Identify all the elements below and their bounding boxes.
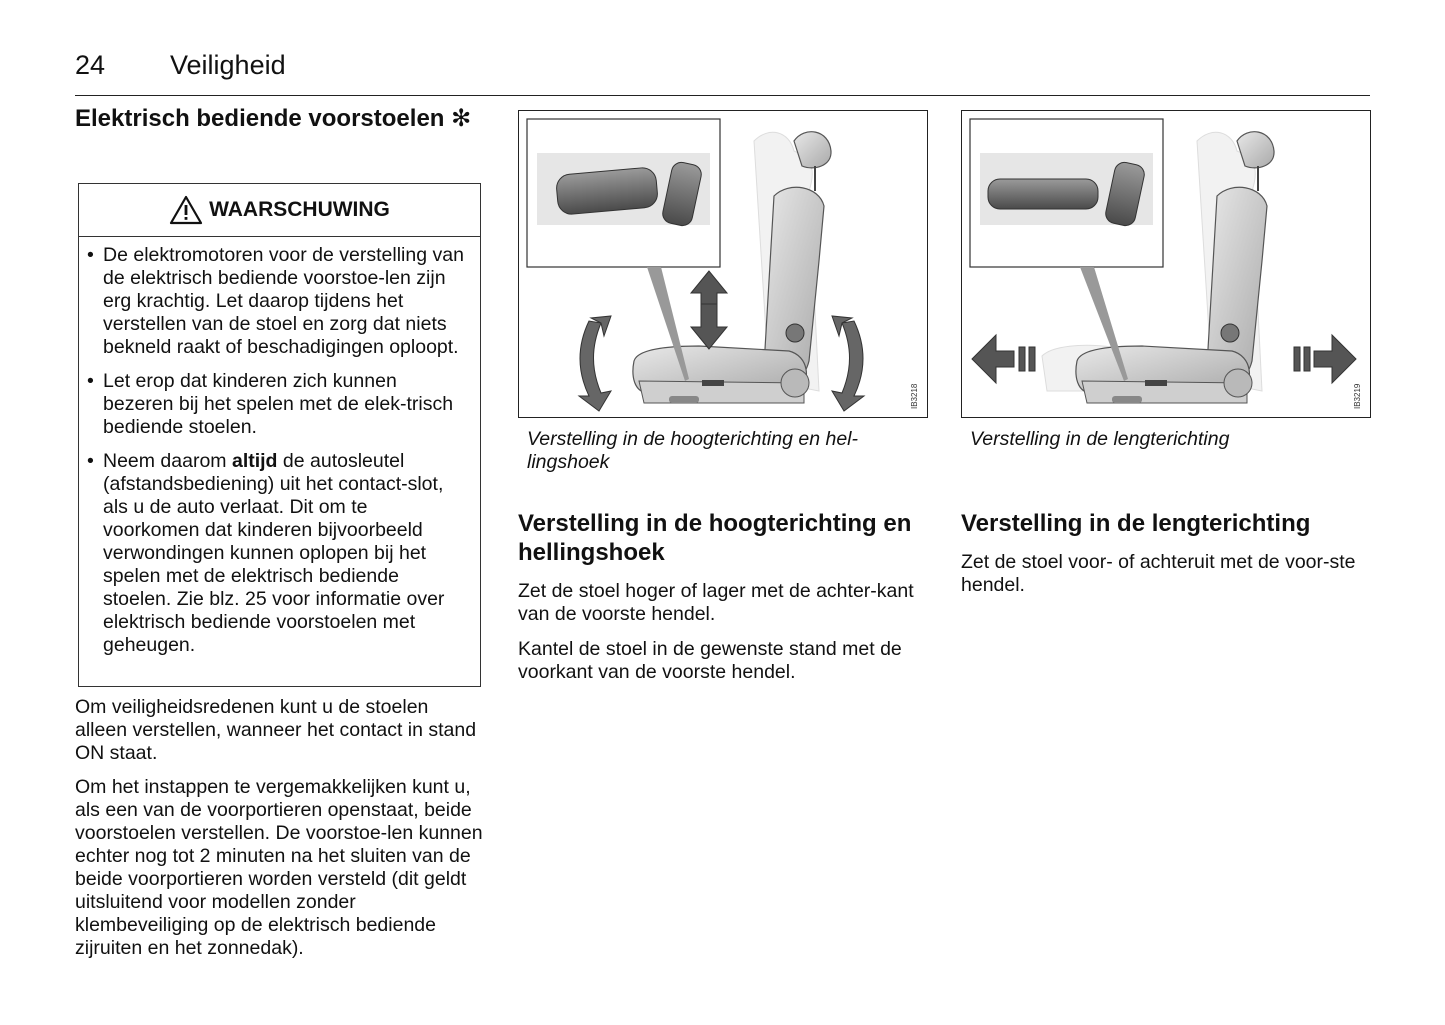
section-heading-text: Elektrisch bediende voorstoelen: [75, 105, 445, 132]
figure-length: [961, 110, 1371, 418]
warning-item: [87, 244, 466, 359]
snowflake-icon: ✻: [451, 105, 472, 132]
chapter-title: Veiligheid: [170, 50, 286, 80]
subsection-heading: Verstelling in de lengterichting: [961, 510, 1311, 537]
body-paragraph: Zet de stoel voor- of achteruit met de voor-ste hendel.: [961, 551, 1356, 596]
figure-caption: Verstelling in de lengterichting: [970, 428, 1230, 450]
figure-caption: Verstelling in de hoogterichting en hel-lingshoek: [527, 428, 858, 473]
body-paragraph: Kantel de stoel in de gewenste stand met de voorkant van de voorste hendel.: [518, 638, 902, 683]
figure-height-tilt: [518, 110, 928, 418]
seat-illustration: [962, 111, 1369, 416]
warning-item-text: De elektromotoren voor de verstelling van de elektrisch bediende voorstoe-len zijn erg krachtig. Let daarop tijdens het verstellen van de stoel en zorg dat niets bekneld raakt of beschadigingen oploopt.: [103, 244, 464, 358]
seat-illustration: [519, 111, 926, 416]
warning-triangle-icon: [169, 195, 203, 225]
warning-label: WAARSCHUWING: [209, 198, 390, 221]
warning-list: [87, 244, 466, 668]
body-paragraph: Om veiligheidsredenen kunt u de stoelen alleen verstellen, wanneer het contact in stand ON staat.: [75, 696, 477, 764]
page-number: 24: [75, 50, 106, 80]
body-paragraph: Om het instappen te vergemakkelijken kunt u, als een van de voorportieren openstaat, beide voorstoelen verstellen. De voorstoe-len kunnen echter nog tot 2 minuten na het sluiten van de beide voorportieren worden versteld (dit geldt uitsluitend voor modellen zonder klembeveiliging op de elektrisch bediende zijruiten en het zonnedak).: [75, 776, 483, 959]
figure-code: IB3219: [1353, 383, 1362, 409]
body-paragraph: Zet de stoel hoger of lager met de achter-kant van de voorste hendel.: [518, 580, 914, 625]
subsection-heading: Verstelling in de hoogterichting en hellingshoek: [518, 510, 912, 566]
warning-item: [87, 370, 466, 439]
warning-item-text: Let erop dat kinderen zich kunnen bezeren bij het spelen met de elek-trisch bediende stoelen.: [103, 370, 454, 438]
section-heading: [75, 104, 485, 133]
warning-box: [78, 183, 481, 687]
warning-item: [87, 450, 466, 657]
warning-item-emphasis: altijd: [231, 450, 278, 472]
warning-item-text-before: Neem daarom: [103, 450, 232, 472]
warning-item-text-after: de autosleutel (afstandsbediening) uit het contact-slot, als u de auto verlaat. Dit om te voorkomen dat kinderen bijvoorbeeld verwondingen kunnen oplopen bij het spelen met de elektrisch bediende stoelen. Zie blz. 25 voor informatie over elektrisch bediende voorstoelen met geheugen.: [103, 450, 445, 656]
warning-header: [79, 184, 480, 237]
header-divider: [75, 95, 1370, 96]
figure-code: IB3218: [910, 383, 919, 409]
